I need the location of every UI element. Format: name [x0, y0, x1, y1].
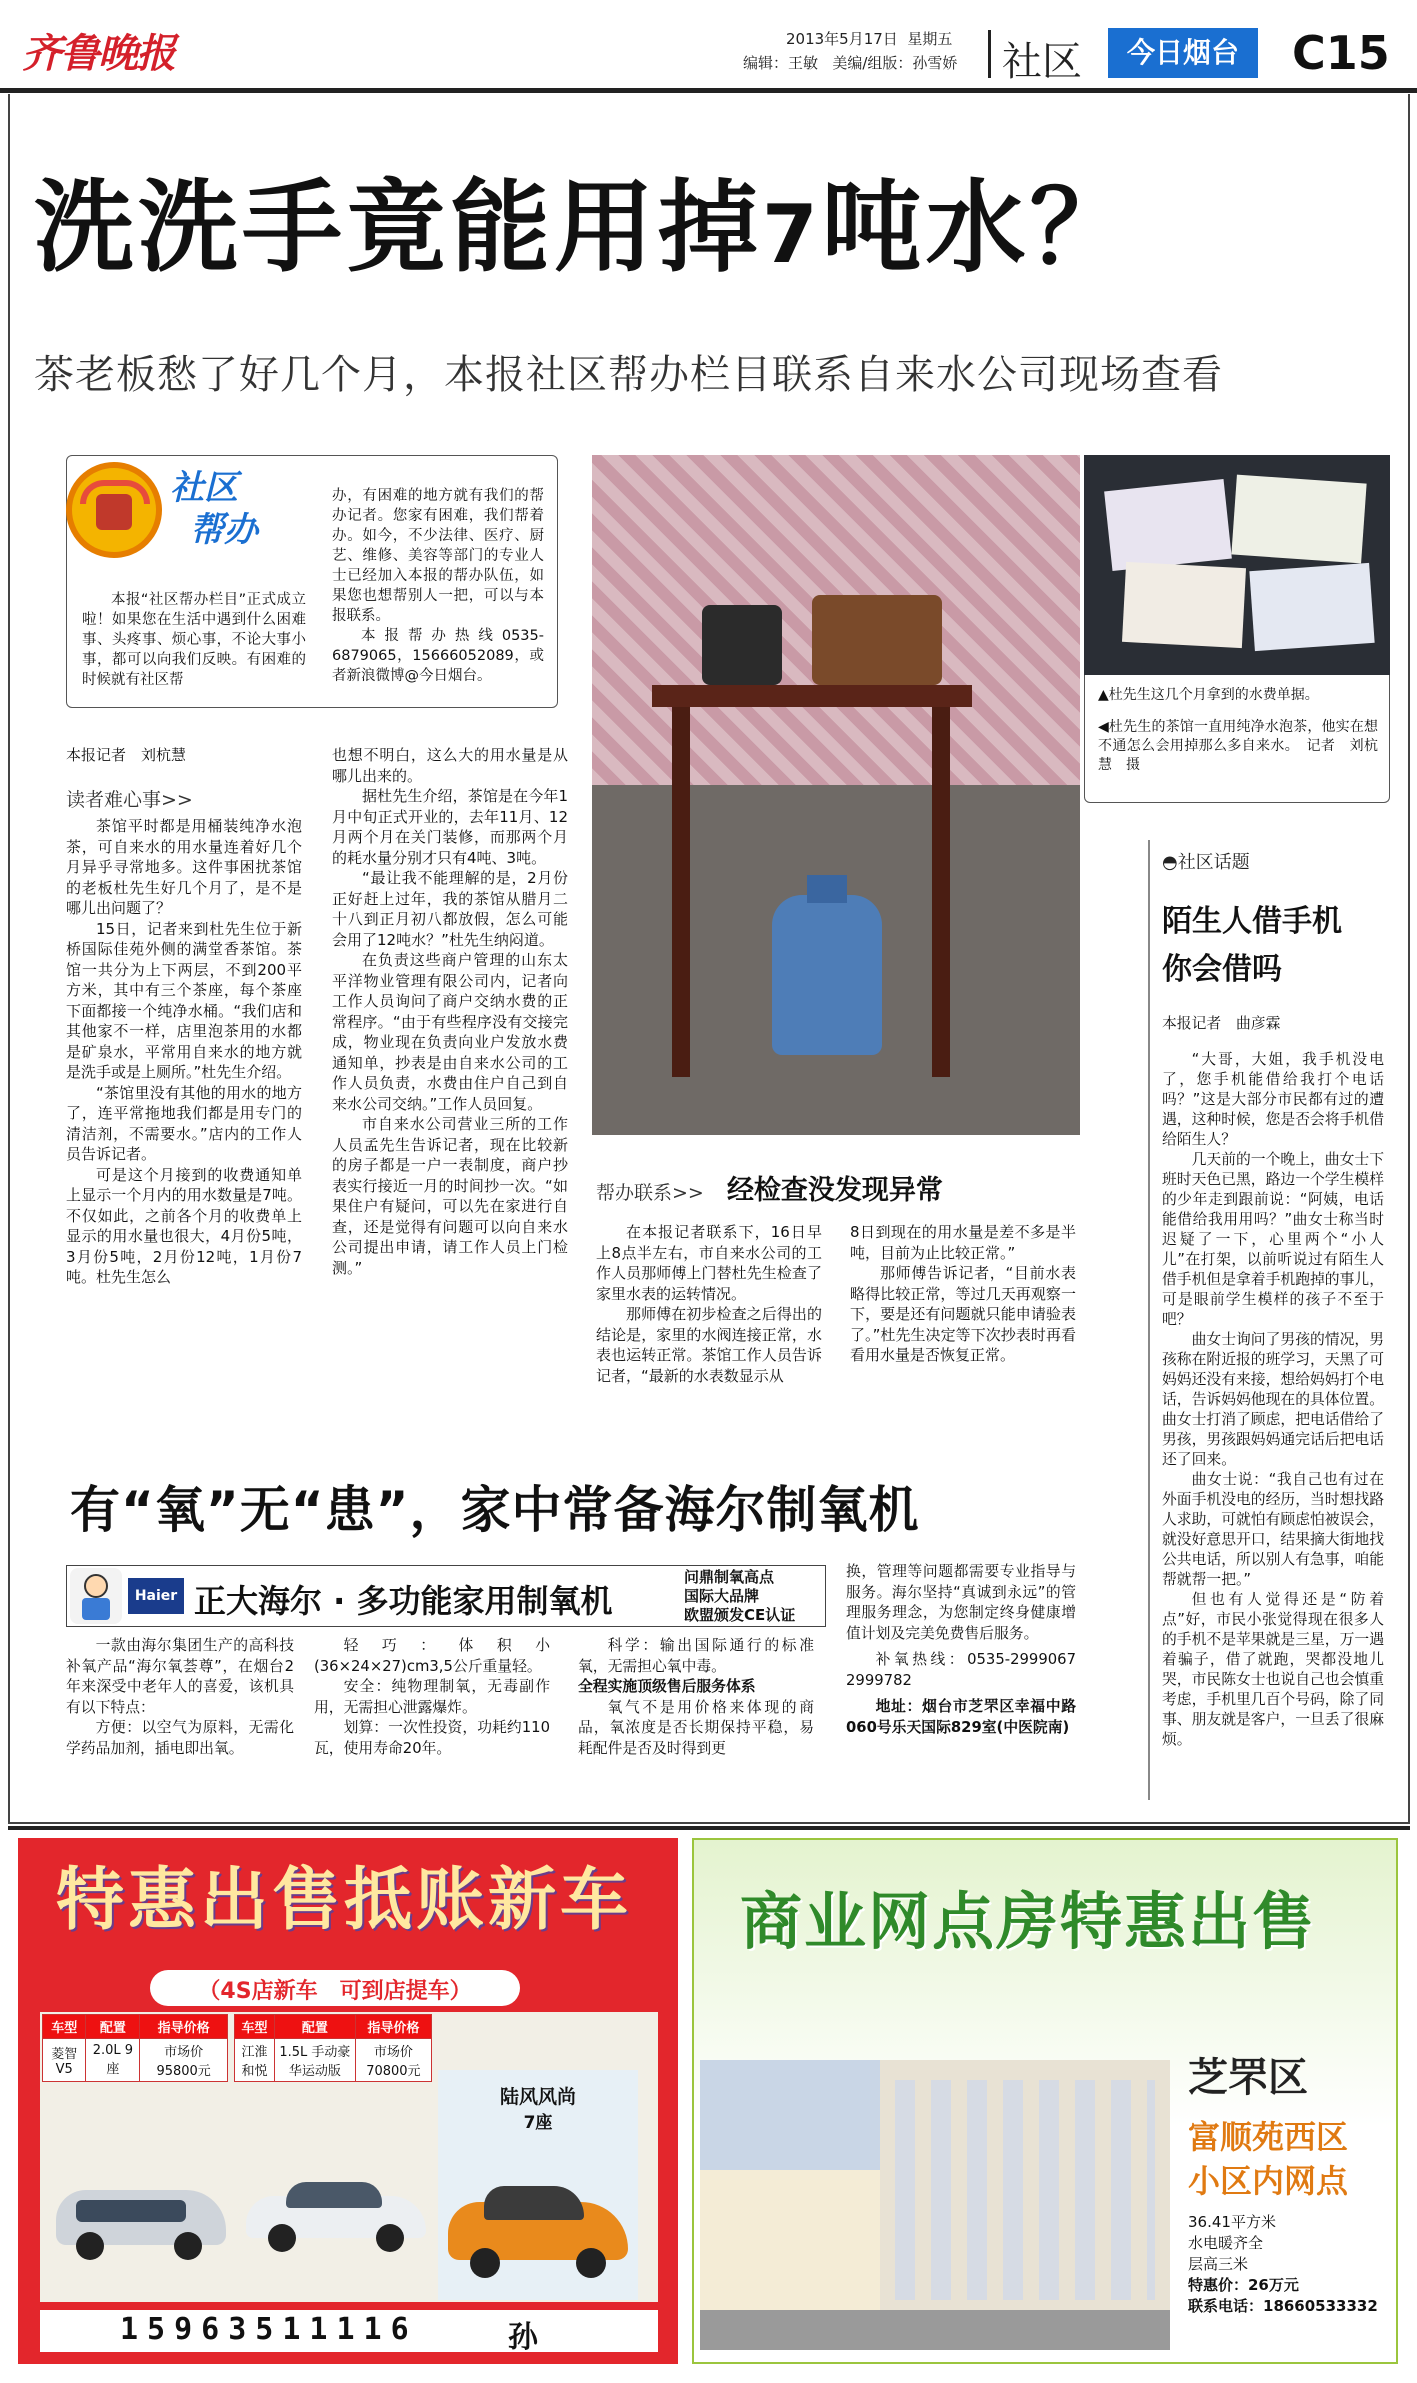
oxygen-col-4: 换，管理等问题都需要专业指导与服务。海尔坚持“真诚到永远”的管理服务理念，为您制定终身健康增值计划及完美免费售后服务。 补氧热线：0535-2999067 2999782 地址：烟台市芝罘区幸福中路060号乐天国际829室(中医院南) [846, 1563, 1091, 1736]
page-title: 洗洗手竟能用掉7吨水？ [34, 169, 1134, 286]
mpv-name: 陆风风尚 [499, 2086, 576, 2108]
edition-badge: 今日烟台 [1108, 28, 1258, 78]
car-ad-banner: （4S店新车 可到店提车） [198, 1979, 472, 2004]
article-column-4: 8日到现在的用水量是差不多是半吨，目前为止比较正常。” 那师傅告诉记者，“目前水表略得比较正常，等过几天再观察一下，要是还有问题就只能申请验表了。”杜先生决定等下次抄表时再看看用水量是否恢复正常。 [850, 1223, 1076, 1364]
masthead-date: 2013年5月17日 星期五 [786, 30, 953, 48]
article-byline: 本报记者 刘杭慧 [66, 746, 187, 764]
help-logo [62, 452, 302, 572]
article-subhead-2: 帮办联系>> 经检查没发现异常 [596, 1175, 943, 1206]
photo-caption-2: ◀杜先生的茶馆一直用纯净水泡茶，他实在想不通怎么会用掉那么多自来水。 记者 刘杭慧 摄 [1098, 719, 1378, 773]
cartoon-icon [70, 1568, 122, 1624]
property-sub-1: 富顺苑西区 [1188, 2118, 1349, 2156]
bills-photo [1084, 455, 1390, 675]
ads-rule [8, 1826, 1410, 1830]
help-logo-line1: 社区 [170, 468, 238, 508]
page-number: C15 [1292, 26, 1390, 80]
help-text-right: 办，有困难的地方就有我们的帮办记者。您家有困难，我们帮着办。如今，不少法律、医疗、厨艺、维修、美容等部门的专业人士已经加入本报的帮办队伍，如果您也想帮别人一把，可以与本报联系。 本报帮办热线0535-6879065，15666052089，或者新浪微博@今日烟台。 [332, 488, 544, 684]
article-column-2: 也想不明白，这么大的用水量是从哪儿出来的。 据杜先生介绍，茶馆是在今年1月中旬正式开业的，去年11月、12月两个月在关门装修，而那两个月的耗水量分别才只有4吨、3吨。 “最让我不能理解的是，2月份正好赶上过年，我的茶馆从腊月二十八到正月初八都放假，怎么可能会用了12吨水？”杜先生纳闷道。 在负责这些商户管理的山东太平洋物业管理有限公司内，记者向工作人员询问了商户交纳水费的正常程序。“由于有些程序没有交接完成，物业现在负责向业户发放水费通知单，抄表是由自来水公司的工作人员负责，水费由住户自己到自来水公司交纳。”工作人员回复。 市自来水公司营业三所的工作人员孟先生告诉记者，现在比较新的房子都是一户一表制度，商户抄表实行接近一月的时间抄一次。“如果住户有疑问，可以先在家进行自查，还是觉得有问题可以向自来水公司提出申请，请工作人员上门检测。” [332, 746, 568, 1277]
masthead-divider [988, 30, 991, 78]
help-text-left: 本报“社区帮办栏目”正式成立啦！如果您在生活中遇到什么困难事、头疼事、烦心事，不论大事小事，都可以向我们反映。有困难的时候就有社区帮 [82, 592, 306, 688]
property-photo [700, 2060, 1170, 2350]
oxygen-product-name: 正大海尔 · 多功能家用制氧机 [194, 1582, 613, 1620]
property-sub-2: 小区内网点 [1188, 2162, 1349, 2200]
article-subhead-1: 读者难心事>> [66, 788, 193, 811]
mpv-image [448, 2168, 628, 2278]
van-image [56, 2170, 226, 2260]
help-logo-line2: 帮办 [190, 510, 258, 550]
masthead-logo: 齐鲁晚报 [22, 30, 174, 77]
teahouse-photo [592, 455, 1080, 1135]
oxygen-col-2: 轻巧：体积小(36×24×27)cm3,5公斤重量轻。 安全：纯物理制氧，无毒副作用，无需担心泄露爆炸。 划算：一次性投资，功耗约110瓦，使用寿命20年。 [314, 1637, 550, 1757]
haier-logo: Haier [128, 1578, 184, 1614]
sidebar-rule [1148, 840, 1150, 1800]
property-district: 芝罘区 [1188, 2055, 1308, 2101]
masthead-editors: 编辑：王敏 美编/组版：孙雪娇 [743, 54, 958, 72]
bubble-icon: ◓ [1162, 852, 1178, 873]
headset-icon [66, 462, 162, 558]
sidebar-byline: 本报记者 曲彦霖 [1162, 1015, 1281, 1032]
photo-caption-1: ▲杜先生这几个月拿到的水费单据。 [1098, 687, 1319, 703]
oxygen-col-1: 一款由海尔集团生产的高科技补氧产品“海尔氧荟尊”，在烟台2年来深受中老年人的喜爱，该机具有以下特点： 方便：以空气为原料，无需化学药品加剂，插电即出氧。 [66, 1637, 294, 1757]
page-subtitle: 茶老板愁了好几个月，本报社区帮办栏目联系自来水公司现场查看 [34, 352, 1223, 398]
property-details: 36.41平方米 水电暖齐全 层高三米 特惠价：26万元 联系电话：18660533332 [1188, 2213, 1378, 2315]
sidebar-body: 本报记者 曲彦霖 “大哥，大姐，我手机没电了，您手机能借给我打个电话吗？”这是大部分市民都有过的遭遇，这种时候，您是否会将手机借给陌生人？ 几天前的一个晚上，曲女士下班时天色已黑，路边一个学生模样的少年走到跟前说：“阿姨，电话能借给我用用吗？”曲女士称当时迟疑了一下，心里两个“小人儿”在打架，以前听说过有陌生人借手机但是拿着手机跑掉的事儿，可是眼前学生模样的孩子不至于吧？ 曲女士询问了男孩的情况，男孩称在附近报的班学习，天黑了可妈妈还没有来接，想给妈妈打个电话，告诉妈妈他现在的具体位置。曲女士打消了顾虑，把电话借给了男孩，男孩跟妈妈通完话后把电话还了回来。 曲女士说：“我自己也有过在外面手机没电的经历，当时想找路人求助，可就怕有顾虑怕被误会，就没好意思开口，结果摘大街地找公共电话，所以别人有急事，咱能帮就帮一把。” 但也有人觉得还是“防着点”好，市民小张觉得现在很多人的手机不是苹果就是三星，万一遇着骗子，借了就跑，哭都没地儿哭，市民陈女士也说自己也会慎重考虑，手机里几百个号码，除了同事、朋友就是客户，一旦丢了很麻烦。 [1162, 1015, 1384, 1748]
sedan-image [246, 2162, 426, 2252]
car-table-2: 车型 配置 指导价格 江淮和悦 1.5L 手动豪华运动版 市场价 70800元 [234, 2014, 432, 2082]
masthead-rule [0, 88, 1417, 93]
car-ad-phone[interactable]: 15963511116 [120, 2312, 418, 2347]
car-ad-title: 特惠出售抵账新车 [56, 1861, 633, 1940]
oxygen-col-3: 科学：输出国际通行的标准氧，无需担心氧中毒。 全程实施顶级售后服务体系 氧气不是用价格来体现的商品，氧浓度是否长期保持平稳，易耗配件是否及时得到更 [578, 1637, 814, 1757]
article-column-1: 本报记者 刘杭慧 读者难心事>> 茶馆平时都是用桶装纯净水泡茶，可自来水的用水量连着好几个月异乎寻常地多。这件事困扰茶馆的老板杜先生好几个月了，是不是哪儿出问题了？ 15日，记者来到杜先生位于新桥国际佳苑外侧的满堂香茶馆。茶馆一共分为上下两层，不到200平方米，其中有三个茶座，每个茶座下面都接一个纯净水桶。“我们店和其他家不一样，店里泡茶用的水都是矿泉水，平常用自来水的地方就是洗手或是上厕所。”杜先生介绍。 “茶馆里没有其他的用水的地方了，连平常拖地我们都是用专门的清洁剂，不需要水。”店内的工作人员告诉记者。 可是这个月接到的收费通知单上显示一个月内的用水数量是7吨。不仅如此，之前各个月的收费单上显示的用水量也很大，4月份5吨，3月份5吨，2月份12吨，1月份7吨。杜先生怎么 [66, 746, 302, 1286]
car-ad-contact: 孙 [508, 2320, 538, 2355]
oxygen-badge: 问鼎制氧高点 国际大品牌 欧盟颁发CE认证 [684, 1568, 796, 1624]
property-ad-title: 商业网点房特惠出售 [740, 1885, 1317, 1958]
mpv-seats: 7座 [523, 2113, 553, 2133]
car-table-1: 车型 配置 指导价格 菱智V5 2.0L 9座 市场价 95800元 [42, 2014, 228, 2082]
article-column-3: 在本报记者联系下，16日早上8点半左右，市自来水公司的工作人员那师傅上门替杜先生检查了家里水表的运转情况。 那师傅在初步检查之后得出的结论是，家里的水阀连接正常，水表也运转正常。茶馆工作人员告诉记者，“最新的水表数显示从 [596, 1223, 822, 1385]
section-name: 社区 [1002, 39, 1082, 85]
oxygen-ad-headline: 有“氧”无“患”，家中常备海尔制氧机 [70, 1481, 920, 1539]
sidebar-title: 陌生人借手机 你会借吗 [1162, 904, 1342, 987]
sidebar-tag: ◓社区话题 [1162, 852, 1250, 873]
